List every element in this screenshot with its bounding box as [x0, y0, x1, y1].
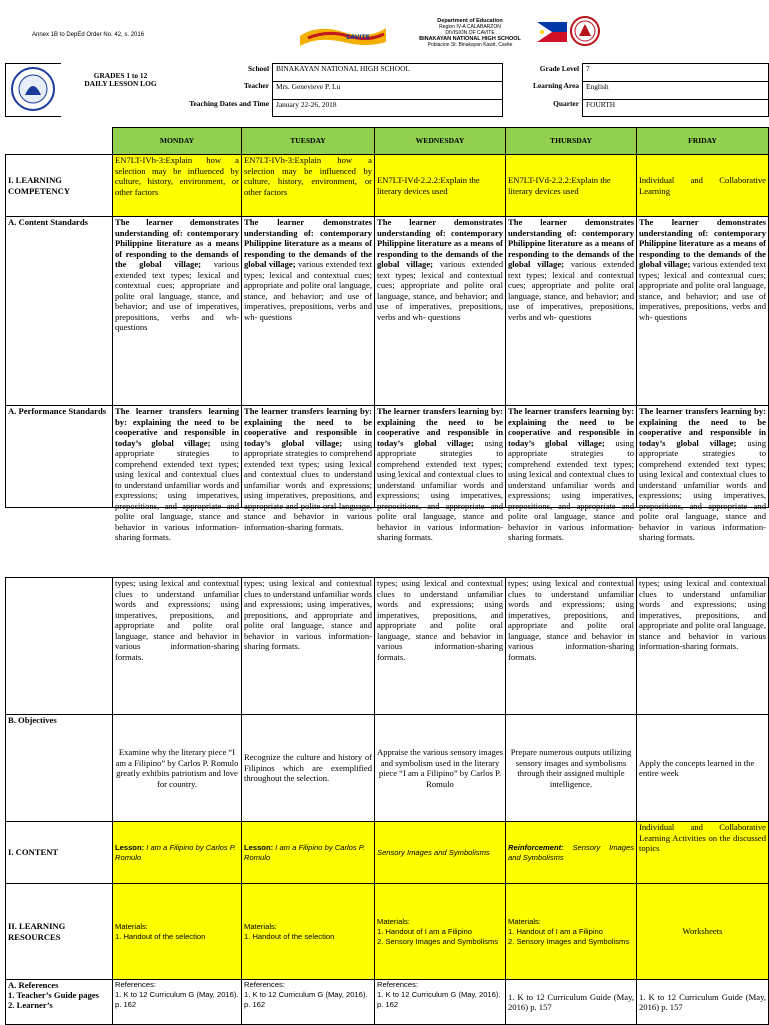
content-row: [6, 822, 769, 884]
learning-area-value: English: [583, 81, 769, 99]
school-value: BINAKAYAN NATIONAL HIGH SCHOOL: [273, 64, 503, 82]
dll-header-table: [5, 63, 769, 117]
references-cell: References: 1. K to 12 Curriculum G (May, 2016). p. 162: [242, 980, 375, 1025]
content-label: I. CONTENT: [6, 822, 113, 884]
resources-cell: Materials: 1. Handout of the selection: [113, 884, 242, 980]
day-friday: FRIDAY: [637, 128, 769, 155]
philippine-flag-icon: [537, 22, 567, 42]
teacher-label: Teacher: [243, 81, 269, 91]
competency-label: I. LEARNING COMPETENCY: [6, 155, 113, 217]
objective-cell: Recognize the culture and history of Filipinos which are exemplified throughout the selection.: [242, 715, 375, 822]
performance-standards-continued-row: [6, 578, 769, 715]
performance-continued-cell: types; using lexical and contextual clues to understand unfamiliar words and expressions; using imperatives, prepositions, and appropriate and polite oral language, stance and behavior in various information-sharing formats.: [242, 578, 375, 715]
lesson-log-table-page-1: [5, 127, 769, 542]
references-cell: References: 1. K to 12 Curriculum G (May, 2016). p. 162: [113, 980, 242, 1025]
teaching-dates-value: January 22-26, 2018: [273, 99, 503, 117]
competency-cell: EN7LT-IVd-2.2.2:Explain the literary devices used: [506, 155, 637, 217]
content-cell: Individual and Collaborative Learning Activities on the discussed topics: [637, 822, 769, 884]
objective-cell: Examine why the literary piece “I am a Filipino” by Carlos P. Romulo greatly exhibits patriotism and love for country.: [113, 715, 242, 822]
lesson-log-table-page-2: [5, 577, 769, 1025]
content-standards-cell: The learner demonstrates understanding of: contemporary Philippine literature as a means of responding to the demands of the global village; various extended text types; lexical and contextual cues; appropriate and polite oral language, stance, and behavior; and use of imperatives, prepositions, verbs and wh- questions: [113, 217, 242, 406]
content-standards-cell: The learner demonstrates understanding of: contemporary Philippine literature as a means of responding to the demands of the global village; various extended text types; lexical and contextual cues; appropriate and polite oral language, stance, and behavior; and use of imperatives, prepositions, verbs and wh- questions: [375, 217, 506, 406]
resources-cell: Worksheets: [637, 884, 769, 980]
learning-area-label: Learning Area: [532, 81, 579, 91]
deped-line: DIVISION OF CAVITE: [445, 30, 495, 36]
school-label: School: [248, 63, 269, 73]
school-seal-icon: [570, 14, 600, 48]
day-wednesday: WEDNESDAY: [375, 128, 506, 155]
deped-seal-icon: [9, 65, 57, 113]
grade-level-value: 7: [583, 64, 769, 82]
content-standards-cell: The learner demonstrates understanding of: contemporary Philippine literature as a means of responding to the demands of the global village; various extended text types; lexical and contextual cues; appropriate and polite oral language, stance, and behavior; and use of imperatives, prepositions, verbs and wh- questions: [242, 217, 375, 406]
blank-label-cell: [6, 578, 113, 715]
performance-standards-cell: The learner transfers learning by: explaining the need to be cooperative and responsible in today’s global village; using appropriate strategies to comprehend extended text types; using lexical and contextual clues to understand unfamiliar words and expressions; using imperatives, prepositions, and appropriate and polite oral language, stance and behavior in various information-sharing formats.: [375, 406, 506, 508]
competency-cell: EN7LT-IVh-3:Explain how a selection may be influenced by culture, history, environment, or other factors: [113, 155, 242, 217]
references-cell: References: 1. K to 12 Curriculum G (May, 2016). p. 162: [375, 980, 506, 1025]
day-thursday: THURSDAY: [506, 128, 637, 155]
learning-resources-label: II. LEARNING RESOURCES: [6, 884, 113, 980]
content-standards-cell: The learner demonstrates understanding of: contemporary Philippine literature as a means of responding to the demands of the global village; various extended text types; lexical and contextual cues; appropriate and polite oral language, stance, and behavior; and use of imperatives, prepositions, verbs and wh- questions: [637, 217, 769, 406]
blank-corner-cell: [6, 128, 113, 155]
objectives-label: B. Objectives: [6, 715, 113, 822]
content-cell: Lesson: I am a Filipino by Carlos P. Romulo: [242, 822, 375, 884]
objective-cell: Prepare numerous outputs utilizing sensory images and symbolisms through their assigned multiple intelligence.: [506, 715, 637, 822]
competency-row: [6, 155, 769, 217]
objective-cell: Appraise the various sensory images and symbolism used in the literary piece “I am a Filipino” by Carlos P. Romulo: [375, 715, 506, 822]
performance-continued-cell: types; using lexical and contextual clues to understand unfamiliar words and expressions; using imperatives, prepositions, and appropriate and polite oral language, stance and behavior in various information-sharing formats.: [113, 578, 242, 715]
performance-standards-label: A. Performance Standards: [6, 406, 113, 508]
quarter-value: FOURTH: [583, 99, 769, 117]
teaching-dates-label: Teaching Dates and Time: [189, 99, 269, 109]
performance-continued-cell: types; using lexical and contextual clues to understand unfamiliar words and expressions; using imperatives, prepositions, and appropriate and polite oral language, stance and behavior in various information-sharing formats.: [506, 578, 637, 715]
references-cell: 1. K to 12 Curriculum Guide (May, 2016) p. 157: [637, 980, 769, 1025]
performance-standards-cell: The learner transfers learning by: explaining the need to be cooperative and responsible in today’s global village; using appropriate strategies to comprehend extended text types; using lexical and contextual clues to understand unfamiliar words and expressions; using imperatives, prepositions, and appropriate and polite oral language, stance and behavior in various information-sharing formats.: [113, 406, 242, 508]
competency-cell: Individual and Collaborative Learning: [637, 155, 769, 217]
competency-cell: EN7LT-IVd-2.2.2:Explain the literary devices used: [375, 155, 506, 217]
objective-cell: Apply the concepts learned in the entire week: [637, 715, 769, 822]
day-tuesday: TUESDAY: [242, 128, 375, 155]
performance-continued-cell: types; using lexical and contextual clues to understand unfamiliar words and expressions; using imperatives, prepositions, and appropriate and polite oral language, stance and behavior in various information-sharing formats.: [637, 578, 769, 715]
references-cell: 1. K to 12 Curriculum Guide (May, 2016) p. 157: [506, 980, 637, 1025]
day-header-row: [6, 128, 769, 155]
dll-title: GRADES 1 to 12 DAILY LESSON LOG: [84, 70, 157, 88]
teacher-value: Mrs. Genevieve P. Lu: [273, 81, 503, 99]
performance-continued-cell: types; using lexical and contextual clues to understand unfamiliar words and expressions; using imperatives, prepositions, and appropriate and polite oral language, stance and behavior in various information-sharing formats.: [375, 578, 506, 715]
references-label: A. References 1. Teacher’s Guide pages 2. Learner’s: [6, 980, 113, 1025]
objectives-row: [6, 715, 769, 822]
quarter-label: Quarter: [553, 99, 579, 109]
performance-standards-row: [6, 406, 769, 508]
deped-letterhead: [405, 18, 535, 48]
content-cell: Reinforcement: Sensory Images and Symbolisms: [506, 822, 637, 884]
deped-seal-cell: [6, 64, 61, 117]
resources-cell: Materials: 1. Handout of I am a Filipino 2. Sensory Images and Symbolisms: [506, 884, 637, 980]
division-logo-banner: [298, 22, 388, 48]
deped-line: BINAKAYAN NATIONAL HIGH SCHOOL: [419, 36, 521, 42]
competency-cell: EN7LT-IVh-3:Explain how a selection may be influenced by culture, history, environment, or other factors: [242, 155, 375, 217]
resources-cell: Materials: 1. Handout of the selection: [242, 884, 375, 980]
performance-standards-cell: The learner transfers learning by: explaining the need to be cooperative and responsible in today’s global village; using appropriate strategies to comprehend extended text types; using lexical and contextual clues to understand unfamiliar words and expressions; using imperatives, prepositions, and appropriate and polite oral language, stance and behavior in various information-sharing formats.: [506, 406, 637, 508]
resources-cell: Materials: 1. Handout of I am a Filipino 2. Sensory Images and Symbolisms: [375, 884, 506, 980]
learning-resources-row: [6, 884, 769, 980]
day-monday: MONDAY: [113, 128, 242, 155]
content-cell: Sensory Images and Symbolisms: [375, 822, 506, 884]
performance-standards-cell: The learner transfers learning by: explaining the need to be cooperative and responsible in today’s global village; using appropriate strategies to comprehend extended text types; using lexical and contextual clues to understand unfamiliar words and expressions; using imperatives, prepositions, and appropriate and polite oral language, stance and behavior in various information-sharing formats.: [242, 406, 375, 508]
performance-standards-cell: The learner transfers learning by: explaining the need to be cooperative and responsible in today’s global village; using appropriate strategies to comprehend extended text types; using lexical and contextual clues to understand unfamiliar words and expressions; using imperatives, prepositions, and appropriate and polite oral language, stance and behavior in various information-sharing formats.: [637, 406, 769, 508]
grade-level-label: Grade Level: [539, 63, 579, 73]
annex-reference: Annex 1B to DepEd Order No. 42, s. 2016: [32, 32, 145, 38]
deped-line: Poblacion St. Binakayan Kawit, Cavite: [427, 42, 513, 48]
references-row: [6, 980, 769, 1025]
logo-wordmark: CAVITE: [346, 34, 370, 41]
content-standards-label: A. Content Standards: [6, 217, 113, 406]
deped-line: Department of Education: [437, 18, 503, 24]
content-standards-row: [6, 217, 769, 406]
content-cell: Lesson: I am a Filipino by Carlos P. Romulo: [113, 822, 242, 884]
content-standards-cell: The learner demonstrates understanding of: contemporary Philippine literature as a means of responding to the demands of the global village; various extended text types; lexical and contextual cues; appropriate and polite oral language, stance, and behavior; and use of imperatives, prepositions, verbs and wh- questions: [506, 217, 637, 406]
deped-line: Region IV-A CALABARZON: [439, 24, 501, 30]
